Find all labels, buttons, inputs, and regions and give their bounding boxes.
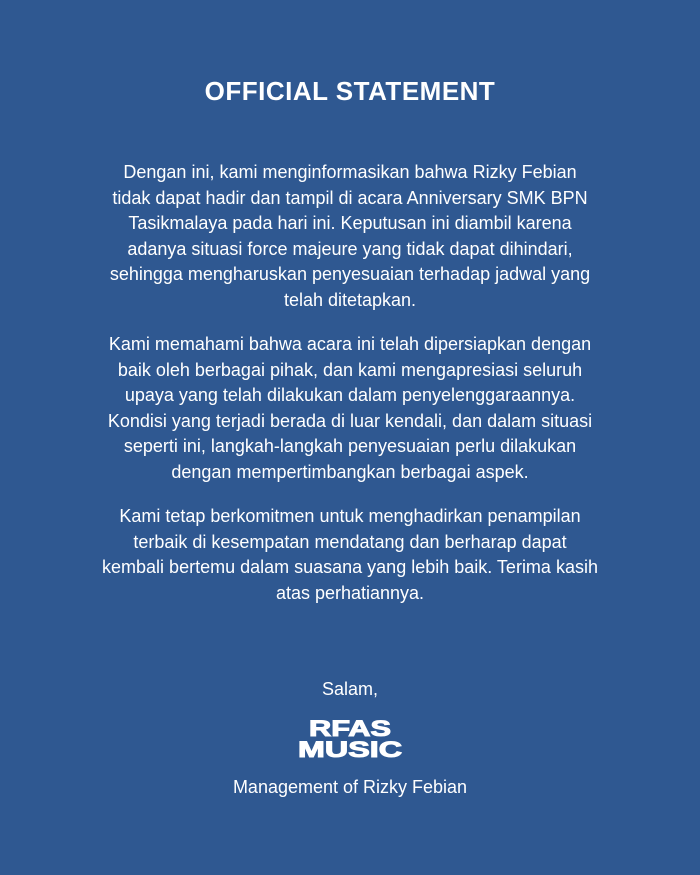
signature: Management of Rizky Febian xyxy=(232,777,468,797)
statement-paragraph-1: Dengan ini, kami menginformasikan bahwa Rizky Febian tidak dapat hadir dan tampil di acara Anniversary SMK BPN Tasikmalaya pada hari ini. Keputusan ini diambil karena adanya situasi force majeure yang tidak dapat dihindari, sehingga mengharuskan penyesuaian terhadap jadwal yang telah ditetapkan. xyxy=(109,162,591,310)
statement-paragraph-2: Kami memahami bahwa acara ini telah dipersiapkan dengan baik oleh berbagai pihak, dan kami mengapresiasi seluruh upaya yang telah dilakukan dalam penyelenggaraannya. Kondisi yang terjadi berada di luar kendali, dan dalam situasi seperti ini, langkah-langkah penyesuaian perlu dilakukan dengan mempertimbangkan berbagai aspek. xyxy=(107,334,593,482)
statement-paragraph-3: Kami tetap berkomitmen untuk menghadirkan penampilan terbaik di kesempatan mendatang dan berharap dapat kembali bertemu dalam suasana yang lebih baik. Terima kasih atas perhatiannya. xyxy=(102,506,598,603)
logo-line-2: MUSIC xyxy=(298,737,403,760)
rfas-music-logo xyxy=(297,716,403,760)
statement-title: OFFICIAL STATEMENT xyxy=(204,76,496,106)
salutation: Salam, xyxy=(321,679,379,699)
logo-line-1: RFAS xyxy=(309,716,391,741)
